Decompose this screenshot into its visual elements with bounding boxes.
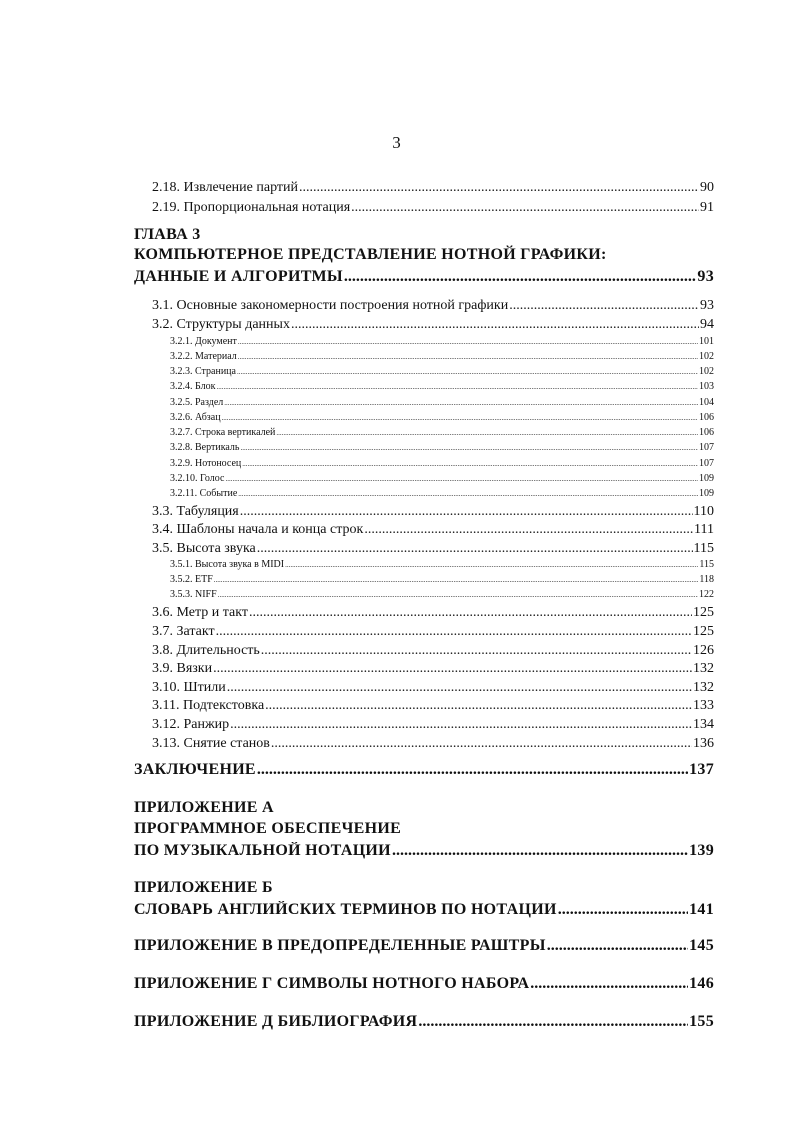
leader-dots xyxy=(242,460,698,468)
toc-entry-label: 3.5.1. Высота звука в MIDI xyxy=(170,559,285,570)
appendix-a-line3: ПО МУЗЫКАЛЬНОЙ НОТАЦИИ xyxy=(134,842,391,859)
leader-dots xyxy=(257,541,693,557)
appendix-v-entry[interactable] xyxy=(134,937,714,959)
toc-entry-page: 102 xyxy=(699,351,714,362)
toc-entry-label: 3.2.8. Вертикаль xyxy=(170,442,240,453)
leader-dots xyxy=(213,661,692,677)
toc-entry-page: 126 xyxy=(693,643,714,658)
toc-entry-page: 93 xyxy=(700,298,714,313)
toc-entry[interactable] xyxy=(152,317,714,335)
toc-entry-page: 107 xyxy=(699,458,714,469)
leader-dots xyxy=(238,353,698,361)
toc-entry[interactable] xyxy=(152,504,714,522)
leader-dots xyxy=(299,180,699,196)
toc-entry-page: 103 xyxy=(699,381,714,392)
leader-dots xyxy=(509,298,699,314)
leader-dots xyxy=(238,490,698,498)
leader-dots xyxy=(222,414,698,422)
toc-subentry[interactable] xyxy=(170,381,714,395)
toc-entry-label: ПРИЛОЖЕНИЕ Д БИБЛИОГРАФИЯ xyxy=(134,1013,418,1030)
chapter-3-page: 93 xyxy=(697,268,714,285)
toc-entry-label: 3.2.5. Раздел xyxy=(170,397,224,408)
toc-entry-label: 3.12. Ранжир xyxy=(152,717,230,732)
leader-dots xyxy=(351,200,699,216)
toc-subentry[interactable] xyxy=(170,351,714,365)
toc-entry-label: 3.2.7. Строка вертикалей xyxy=(170,427,276,438)
toc-entry-page: 136 xyxy=(693,736,714,751)
toc-entry-page: 104 xyxy=(699,397,714,408)
toc-entry[interactable] xyxy=(152,736,714,754)
toc-entry-label: ПРИЛОЖЕНИЕ В ПРЕДОПРЕДЕЛЕННЫЕ РАШТРЫ xyxy=(134,937,546,954)
toc-subentry[interactable] xyxy=(170,458,714,472)
toc-entry-page: 125 xyxy=(693,624,714,639)
toc-subentry[interactable] xyxy=(170,442,714,456)
toc-entry-label: 2.18. Извлечение партий xyxy=(152,180,298,195)
toc-entry[interactable] xyxy=(152,698,714,716)
toc-subentry[interactable] xyxy=(170,336,714,350)
toc-subentry[interactable] xyxy=(170,397,714,411)
toc-entry-page: 133 xyxy=(693,698,714,713)
toc-entry-page: 134 xyxy=(693,717,714,732)
toc-entry-page: 145 xyxy=(689,937,714,954)
leader-dots xyxy=(227,680,692,696)
toc-entry-page: 118 xyxy=(699,574,714,585)
toc-entry-page: 109 xyxy=(699,488,714,499)
toc-entry-label: ЗАКЛЮЧЕНИЕ xyxy=(134,761,256,778)
toc-entry-page: 110 xyxy=(693,504,714,519)
appendix-a-line1: ПРИЛОЖЕНИЕ А xyxy=(134,799,274,816)
toc-entry[interactable] xyxy=(152,717,714,735)
toc-entry-label: 3.2.3. Страница xyxy=(170,366,236,377)
toc-subentry[interactable] xyxy=(170,473,714,487)
leader-dots xyxy=(230,717,692,733)
leader-dots xyxy=(237,368,698,376)
leader-dots xyxy=(218,591,698,599)
toc-entry-page: 94 xyxy=(700,317,714,332)
toc-entry-page: 115 xyxy=(693,541,714,556)
leader-dots xyxy=(285,561,698,569)
toc-subentry[interactable] xyxy=(170,589,714,603)
toc-entry-label: 3.8. Длительность xyxy=(152,643,260,658)
toc-entry[interactable] xyxy=(152,624,714,642)
leader-dots xyxy=(271,736,692,752)
toc-entry-page: 141 xyxy=(689,901,714,918)
toc-entry-label: 3.6. Метр и такт xyxy=(152,605,248,620)
leader-dots xyxy=(257,761,688,779)
toc-entry-page: 107 xyxy=(699,442,714,453)
chapter-3-heading-line1: ГЛАВА 3 xyxy=(134,226,201,243)
toc-entry-label: 3.2. Структуры данных xyxy=(152,317,290,332)
leader-dots xyxy=(265,698,692,714)
leader-dots xyxy=(238,338,698,346)
toc-entry-label: 3.7. Затакт xyxy=(152,624,215,639)
leader-dots xyxy=(216,624,692,640)
toc-entry-label: 3.2.4. Блок xyxy=(170,381,216,392)
toc-subentry[interactable] xyxy=(170,412,714,426)
toc-entry-page: 115 xyxy=(699,559,714,570)
toc-entry-label: 3.2.11. Событие xyxy=(170,488,238,499)
toc-entry-label: 3.2.6. Абзац xyxy=(170,412,221,423)
toc-entry-page: 90 xyxy=(700,180,714,195)
toc-entry-page: 106 xyxy=(699,427,714,438)
chapter-3-heading-line3: ДАННЫЕ И АЛГОРИТМЫ xyxy=(134,268,343,285)
toc-entry-page: 122 xyxy=(699,589,714,600)
leader-dots xyxy=(225,475,698,483)
toc-entry-page: 146 xyxy=(689,975,714,992)
chapter-3-entry[interactable] xyxy=(134,268,714,290)
toc-entry-label: 3.13. Снятие станов xyxy=(152,736,270,751)
toc-subentry[interactable] xyxy=(170,574,714,588)
toc-entry[interactable] xyxy=(152,680,714,698)
leader-dots xyxy=(224,399,698,407)
leader-dots xyxy=(547,937,688,955)
toc-entry-page: 109 xyxy=(699,473,714,484)
appendix-a-entry[interactable] xyxy=(134,842,714,864)
toc-entry[interactable] xyxy=(152,522,714,540)
toc-entry-label: 3.2.1. Документ xyxy=(170,336,237,347)
toc-entry-page: 102 xyxy=(699,366,714,377)
leader-dots xyxy=(418,1013,688,1031)
toc-entry[interactable] xyxy=(152,661,714,679)
toc-entry[interactable] xyxy=(152,180,714,198)
leader-dots xyxy=(392,842,688,860)
toc-entry-page: 106 xyxy=(699,412,714,423)
leader-dots xyxy=(344,268,697,286)
conclusion-entry[interactable] xyxy=(134,761,714,783)
toc-entry-label: 3.1. Основные закономерности построения нотной графики xyxy=(152,298,509,313)
chapter-3-heading-line2: КОМПЬЮТЕРНОЕ ПРЕДСТАВЛЕНИЕ НОТНОЙ ГРАФИКИ: xyxy=(134,246,607,263)
toc-entry-page: 91 xyxy=(700,200,714,215)
toc-entry-page: 132 xyxy=(693,680,714,695)
leader-dots xyxy=(558,901,688,919)
appendix-b-entry[interactable] xyxy=(134,901,714,923)
leader-dots xyxy=(216,383,698,391)
toc-entry-page: 132 xyxy=(693,661,714,676)
leader-dots xyxy=(249,605,692,621)
appendix-b-line1: ПРИЛОЖЕНИЕ Б xyxy=(134,879,273,896)
toc-entry[interactable] xyxy=(152,605,714,623)
toc-entry-label: 3.4. Шаблоны начала и конца строк xyxy=(152,522,364,537)
appendix-d-entry[interactable] xyxy=(134,1013,714,1035)
page-number: 3 xyxy=(392,133,401,152)
toc-entry-label: 3.9. Вязки xyxy=(152,661,213,676)
toc-entry-page: 137 xyxy=(689,761,714,778)
toc-entry-page: 111 xyxy=(694,522,714,537)
toc-entry-label: 2.19. Пропорциональная нотация xyxy=(152,200,351,215)
toc-entry-label: 3.5.3. NIFF xyxy=(170,589,217,600)
toc-entry-label: 3.11. Подтекстовка xyxy=(152,698,265,713)
toc-entry[interactable] xyxy=(152,200,714,218)
leader-dots xyxy=(364,522,693,538)
leader-dots xyxy=(240,504,693,520)
appendix-a-line2: ПРОГРАММНОЕ ОБЕСПЕЧЕНИЕ xyxy=(134,820,402,837)
toc-entry[interactable] xyxy=(152,643,714,661)
appendix-b-line2: СЛОВАРЬ АНГЛИЙСКИХ ТЕРМИНОВ ПО НОТАЦИИ xyxy=(134,901,557,918)
leader-dots xyxy=(214,576,699,584)
toc-entry-label: ПРИЛОЖЕНИЕ Г СИМВОЛЫ НОТНОГО НАБОРА xyxy=(134,975,530,992)
appendix-g-entry[interactable] xyxy=(134,975,714,997)
toc-entry-page: 139 xyxy=(689,842,714,859)
leader-dots xyxy=(240,444,698,452)
toc-subentry[interactable] xyxy=(170,427,714,441)
toc-entry-label: 3.5.2. ETF xyxy=(170,574,213,585)
leader-dots xyxy=(291,317,699,333)
toc-entry-label: 3.2.2. Материал xyxy=(170,351,237,362)
toc-entry-page: 125 xyxy=(693,605,714,620)
toc-entry-page: 155 xyxy=(689,1013,714,1030)
toc-subentry[interactable] xyxy=(170,559,714,573)
toc-entry[interactable] xyxy=(152,298,714,316)
toc-subentry[interactable] xyxy=(170,488,714,502)
toc-entry-label: 3.10. Штили xyxy=(152,680,226,695)
toc-entry-label: 3.2.10. Голос xyxy=(170,473,225,484)
leader-dots xyxy=(276,429,698,437)
toc-subentry[interactable] xyxy=(170,366,714,380)
leader-dots xyxy=(530,975,688,993)
toc-entry-label: 3.2.9. Нотоносец xyxy=(170,458,242,469)
toc-entry[interactable] xyxy=(152,541,714,559)
toc-entry-page: 101 xyxy=(699,336,714,347)
toc-entry-label: 3.3. Табуляция xyxy=(152,504,239,519)
toc-entry-label: 3.5. Высота звука xyxy=(152,541,256,556)
leader-dots xyxy=(261,643,692,659)
